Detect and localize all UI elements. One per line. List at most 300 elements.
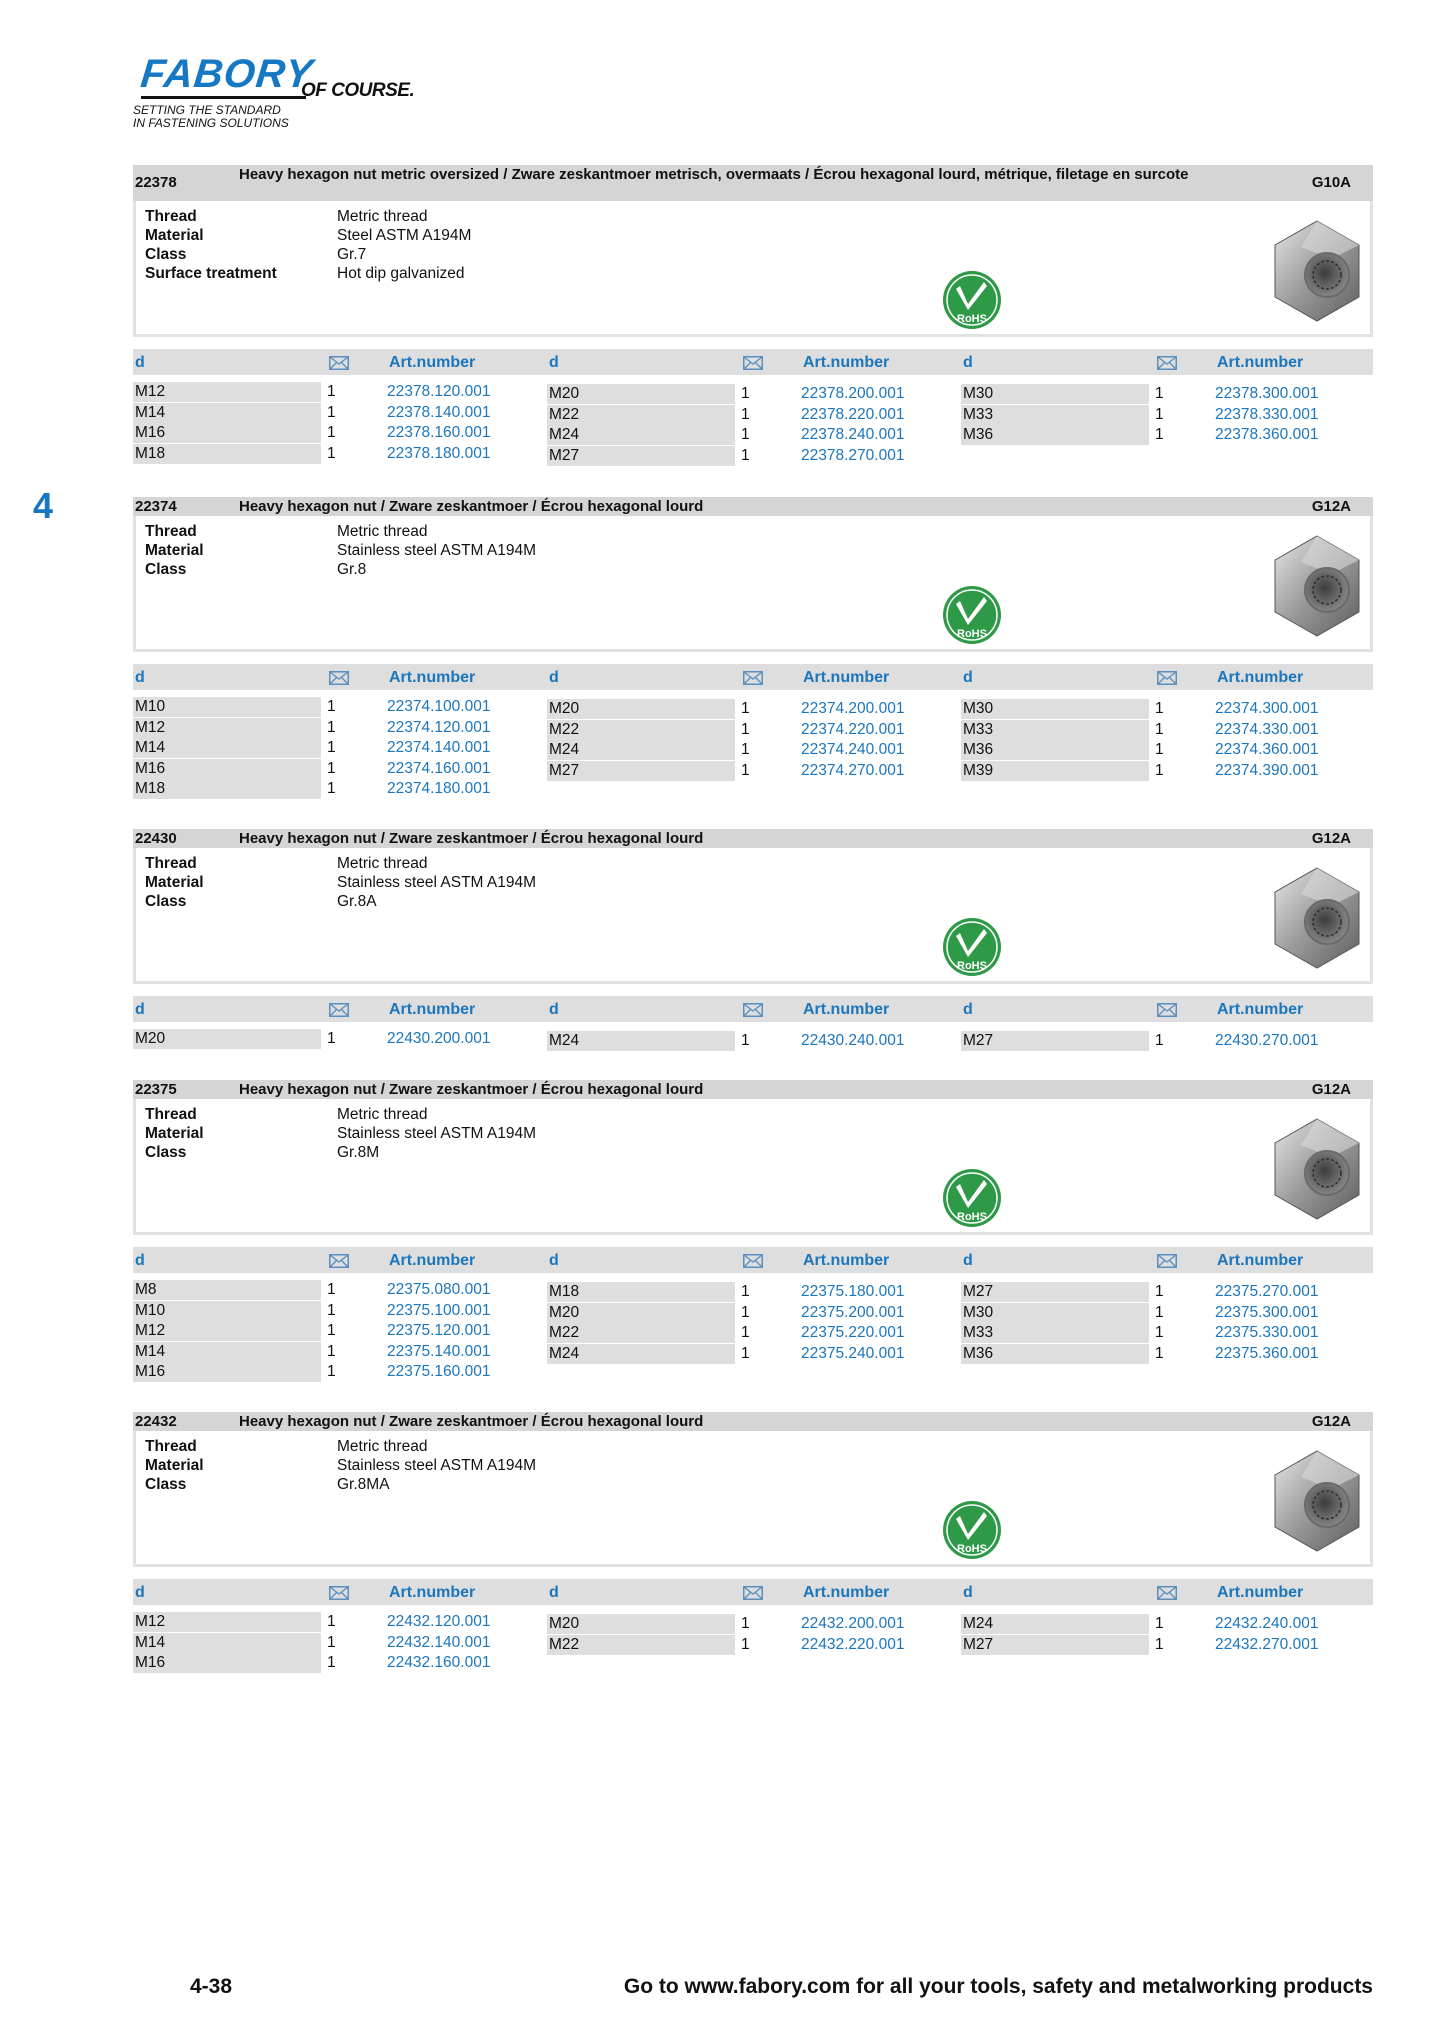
size-cell: M30: [961, 699, 1149, 719]
column-header-d: d: [549, 1252, 559, 1269]
rohs-badge-icon: [942, 1168, 1002, 1228]
spec-value: Gr.8M: [337, 1144, 380, 1161]
envelope-icon: [329, 1254, 349, 1268]
product-grade: G12A: [1311, 830, 1351, 847]
size-cell: M27: [961, 1635, 1149, 1655]
column-header-d: d: [135, 354, 145, 371]
spec-box: [133, 848, 1373, 984]
table-row: [547, 1344, 961, 1364]
table-row: [961, 384, 1375, 404]
footer-link-text[interactable]: Go to www.fabory.com for all your tools, safety and metalworking products: [623, 1975, 1373, 1998]
spec-label: Material: [145, 227, 204, 244]
table-row: [133, 697, 547, 717]
size-cell: M10: [133, 1301, 321, 1321]
article-number-link[interactable]: 22378.240.001: [801, 426, 905, 444]
spec-value: Gr.8MA: [337, 1476, 390, 1493]
product-code: 22432: [135, 1413, 177, 1430]
hex-nut-image: [1271, 1117, 1363, 1221]
table-row: [547, 1614, 961, 1634]
table-row: [133, 1301, 547, 1321]
rohs-badge-icon: [942, 917, 1002, 977]
size-cell: M12: [133, 382, 321, 402]
column-header-d: d: [135, 1252, 145, 1269]
table-row: [961, 1635, 1375, 1655]
spec-value: Metric thread: [337, 855, 428, 872]
size-cell: M22: [547, 720, 735, 740]
spec-value: Gr.8A: [337, 893, 377, 910]
article-number-link[interactable]: 22432.220.001: [801, 1635, 905, 1653]
spec-label: Thread: [145, 1438, 197, 1455]
article-number-link[interactable]: 22375.220.001: [801, 1324, 905, 1342]
quantity-cell: 1: [1155, 1635, 1164, 1653]
rohs-label: RoHS: [957, 1211, 987, 1223]
table-row: [961, 1303, 1375, 1323]
spec-box: [133, 201, 1373, 337]
spec-box: [133, 1431, 1373, 1567]
spec-value: Stainless steel ASTM A194M: [337, 1125, 537, 1142]
article-number-link[interactable]: 22375.120.001: [387, 1322, 491, 1340]
spec-label: Material: [145, 1125, 204, 1142]
size-cell: M27: [547, 446, 735, 466]
spec-value: Stainless steel ASTM A194M: [337, 874, 537, 891]
size-cell: M24: [547, 425, 735, 445]
quantity-cell: 1: [741, 741, 750, 759]
envelope-icon: [743, 1586, 763, 1600]
article-number-link[interactable]: 22378.160.001: [387, 424, 491, 442]
quantity-cell: 1: [1155, 1303, 1164, 1321]
article-number-link[interactable]: 22378.180.001: [387, 444, 491, 462]
spec-label: Thread: [145, 523, 197, 540]
article-number-link[interactable]: 22375.080.001: [387, 1281, 491, 1298]
size-cell: M20: [133, 1029, 321, 1049]
spec-label: Material: [145, 542, 204, 559]
size-cell: M14: [133, 1342, 321, 1362]
article-number-link[interactable]: 22375.140.001: [387, 1342, 491, 1360]
table-row: [547, 1323, 961, 1343]
table-row: [133, 1633, 547, 1653]
quantity-cell: 1: [741, 446, 750, 464]
article-number-link[interactable]: 22430.240.001: [801, 1032, 905, 1049]
column-header-art-number: Art.number: [803, 669, 890, 686]
size-cell: M18: [547, 1282, 735, 1302]
article-number-link[interactable]: 22374.140.001: [387, 739, 491, 757]
quantity-cell: 1: [327, 444, 336, 462]
spec-box: [133, 1099, 1373, 1235]
spec-value: Gr.7: [337, 246, 367, 263]
quantity-cell: 1: [741, 385, 750, 402]
size-cell: M14: [133, 403, 321, 423]
size-cell: M16: [133, 1362, 321, 1382]
column-header-art-number: Art.number: [1217, 669, 1304, 686]
article-number-link[interactable]: 22374.120.001: [387, 718, 491, 736]
quantity-cell: 1: [327, 759, 336, 777]
quantity-cell: 1: [1155, 741, 1164, 759]
table-header: [133, 664, 1373, 690]
article-number-link[interactable]: 22375.360.001: [1215, 1344, 1319, 1362]
product-title: Heavy hexagon nut / Zware zeskantmoer / Écrou hexagonal lourd: [239, 830, 704, 847]
article-number-link[interactable]: 22378.360.001: [1215, 426, 1319, 444]
product-section-22432: [133, 1412, 1373, 1674]
table-body: [133, 697, 1373, 800]
section-header: [133, 1412, 1373, 1431]
table-row: [547, 446, 961, 466]
article-number-link[interactable]: 22374.360.001: [1215, 741, 1319, 759]
article-number-link[interactable]: 22378.140.001: [387, 403, 491, 421]
quantity-cell: 1: [741, 1032, 750, 1049]
column-header-art-number: Art.number: [1217, 1252, 1304, 1269]
article-number-link[interactable]: 22378.200.001: [801, 385, 905, 402]
table-header: [133, 1579, 1373, 1605]
table-row: [961, 425, 1375, 445]
spec-label: Class: [145, 561, 187, 578]
table-row: [961, 405, 1375, 425]
quantity-cell: 1: [327, 383, 336, 400]
table-row: [961, 740, 1375, 760]
table-row: [133, 1280, 547, 1300]
article-number-link[interactable]: 22378.330.001: [1215, 405, 1319, 423]
article-number-link[interactable]: 22432.270.001: [1215, 1635, 1319, 1653]
rohs-badge-icon: [942, 270, 1002, 330]
quantity-cell: 1: [1155, 1615, 1164, 1632]
column-header-art-number: Art.number: [389, 354, 476, 371]
quantity-cell: 1: [741, 720, 750, 738]
column-header-d: d: [549, 669, 559, 686]
size-cell: M12: [133, 1321, 321, 1341]
table-row: [547, 384, 961, 404]
article-number-link[interactable]: 22378.120.001: [387, 383, 491, 400]
chapter-number: 4: [33, 485, 54, 526]
product-section-22375: [133, 1080, 1373, 1383]
table-row: [133, 779, 547, 799]
size-cell: M36: [961, 425, 1149, 445]
table-row: [133, 759, 547, 779]
table-header: [133, 1247, 1373, 1273]
size-cell: M36: [961, 740, 1149, 760]
article-number-link[interactable]: 22430.270.001: [1215, 1032, 1319, 1049]
quantity-cell: 1: [327, 1633, 336, 1651]
product-code: 22430: [135, 830, 177, 847]
article-number-link[interactable]: 22374.270.001: [801, 761, 905, 779]
spec-value: Metric thread: [337, 1438, 428, 1455]
section-header: [133, 165, 1373, 201]
size-cell: M27: [961, 1031, 1149, 1051]
article-number-link[interactable]: 22432.120.001: [387, 1613, 491, 1630]
spec-box: [133, 516, 1373, 652]
product-grade: G12A: [1311, 498, 1351, 515]
article-number-link[interactable]: 22374.300.001: [1215, 700, 1319, 717]
table-row: [547, 1303, 961, 1323]
table-row: [133, 718, 547, 738]
quantity-cell: 1: [741, 1344, 750, 1362]
product-section-22374: [133, 497, 1373, 800]
size-cell: M33: [961, 720, 1149, 740]
size-cell: M24: [547, 740, 735, 760]
size-cell: M22: [547, 1323, 735, 1343]
article-number-link[interactable]: 22375.200.001: [801, 1303, 905, 1321]
quantity-cell: 1: [741, 1303, 750, 1321]
article-number-link[interactable]: 22374.330.001: [1215, 720, 1319, 738]
brand-underline: [141, 96, 306, 99]
column-header-art-number: Art.number: [803, 1252, 890, 1269]
article-number-link[interactable]: 22374.100.001: [387, 698, 491, 715]
size-cell: M39: [961, 761, 1149, 781]
quantity-cell: 1: [741, 761, 750, 779]
spec-value: Stainless steel ASTM A194M: [337, 1457, 537, 1474]
column-header-d: d: [135, 1584, 145, 1601]
table-row: [547, 425, 961, 445]
spec-label: Class: [145, 1476, 187, 1493]
size-cell: M24: [547, 1031, 735, 1051]
product-section-22430: [133, 829, 1373, 1050]
column-header-d: d: [549, 1584, 559, 1601]
table-row: [547, 1282, 961, 1302]
quantity-cell: 1: [1155, 1344, 1164, 1362]
article-number-link[interactable]: 22374.200.001: [801, 700, 905, 717]
size-cell: M20: [547, 1303, 735, 1323]
envelope-icon: [1157, 356, 1177, 370]
size-cell: M33: [961, 405, 1149, 425]
table-row: [961, 1031, 1375, 1051]
article-number-link[interactable]: 22374.240.001: [801, 741, 905, 759]
column-header-art-number: Art.number: [389, 1001, 476, 1018]
column-header-d: d: [963, 1584, 973, 1601]
envelope-icon: [743, 356, 763, 370]
quantity-cell: 1: [327, 1301, 336, 1319]
article-number-link[interactable]: 22374.160.001: [387, 759, 491, 777]
envelope-icon: [743, 671, 763, 685]
rohs-badge-icon: [942, 1500, 1002, 1560]
spec-value: Gr.8: [337, 561, 367, 578]
size-cell: M12: [133, 1612, 321, 1632]
page-number: 4-38: [190, 1975, 233, 1998]
quantity-cell: 1: [327, 780, 336, 798]
article-number-link[interactable]: 22374.220.001: [801, 720, 905, 738]
product-title: Heavy hexagon nut / Zware zeskantmoer / Écrou hexagonal lourd: [239, 1081, 704, 1098]
brand-tagline: [133, 104, 333, 130]
column-header-d: d: [135, 669, 145, 686]
quantity-cell: 1: [741, 405, 750, 423]
table-row: [547, 720, 961, 740]
table-row: [133, 1653, 547, 1673]
size-cell: M14: [133, 738, 321, 758]
quantity-cell: 1: [327, 1322, 336, 1340]
article-number-link[interactable]: 22374.390.001: [1215, 761, 1319, 779]
table-row: [547, 405, 961, 425]
table-row: [133, 1029, 547, 1049]
envelope-icon: [1157, 1586, 1177, 1600]
spec-value: Metric thread: [337, 523, 428, 540]
spec-label: Material: [145, 874, 204, 891]
quantity-cell: 1: [1155, 426, 1164, 444]
size-cell: M27: [547, 761, 735, 781]
article-number-link[interactable]: 22375.160.001: [387, 1363, 491, 1381]
quantity-cell: 1: [1155, 1283, 1164, 1300]
brand-slogan: OF COURSE.: [301, 80, 415, 101]
envelope-icon: [743, 1254, 763, 1268]
quantity-cell: 1: [327, 424, 336, 442]
article-number-link[interactable]: 22378.220.001: [801, 405, 905, 423]
quantity-cell: 1: [1155, 405, 1164, 423]
column-header-d: d: [549, 1001, 559, 1018]
envelope-icon: [329, 1586, 349, 1600]
brand-name: FABORY: [138, 52, 316, 96]
article-number-link[interactable]: 22432.140.001: [387, 1633, 491, 1651]
hex-nut-image: [1271, 866, 1363, 970]
spec-value: Steel ASTM A194M: [337, 227, 472, 244]
column-header-art-number: Art.number: [803, 1584, 890, 1601]
spec-label: Surface treatment: [145, 265, 277, 282]
column-header-art-number: Art.number: [1217, 1584, 1304, 1601]
column-header-d: d: [963, 1001, 973, 1018]
article-number-link[interactable]: 22375.300.001: [1215, 1303, 1319, 1321]
envelope-icon: [1157, 1003, 1177, 1017]
product-title: Heavy hexagon nut / Zware zeskantmoer / Écrou hexagonal lourd: [239, 1413, 704, 1430]
table-body: [133, 1029, 1373, 1050]
quantity-cell: 1: [1155, 1324, 1164, 1342]
brand-tagline-line-2: IN FASTENING SOLUTIONS: [133, 116, 289, 130]
article-number-link[interactable]: 22378.300.001: [1215, 385, 1319, 402]
column-header-art-number: Art.number: [803, 1001, 890, 1018]
table-header: [133, 349, 1373, 375]
size-cell: M20: [547, 384, 735, 404]
quantity-cell: 1: [741, 1324, 750, 1342]
column-header-art-number: Art.number: [389, 1252, 476, 1269]
rohs-label: RoHS: [957, 313, 987, 325]
section-header: [133, 829, 1373, 848]
table-row: [133, 1342, 547, 1362]
quantity-cell: 1: [327, 698, 336, 715]
rohs-label: RoHS: [957, 628, 987, 640]
column-header-art-number: Art.number: [1217, 1001, 1304, 1018]
spec-value: Metric thread: [337, 1106, 428, 1123]
quantity-cell: 1: [327, 1030, 336, 1047]
spec-value: Hot dip galvanized: [337, 265, 465, 282]
size-cell: M27: [961, 1282, 1149, 1302]
size-cell: M24: [547, 1344, 735, 1364]
quantity-cell: 1: [327, 403, 336, 421]
table-row: [133, 738, 547, 758]
size-cell: M8: [133, 1280, 321, 1300]
brand-tagline-line-1: SETTING THE STANDARD: [133, 103, 281, 117]
table-row: [547, 740, 961, 760]
section-header: [133, 1080, 1373, 1099]
product-grade: G12A: [1311, 1413, 1351, 1430]
size-cell: M33: [961, 1323, 1149, 1343]
size-cell: M16: [133, 759, 321, 779]
table-row: [547, 1635, 961, 1655]
quantity-cell: 1: [327, 1654, 336, 1672]
size-cell: M12: [133, 718, 321, 738]
quantity-cell: 1: [1155, 720, 1164, 738]
spec-label: Class: [145, 893, 187, 910]
table-row: [961, 1323, 1375, 1343]
quantity-cell: 1: [741, 1615, 750, 1632]
quantity-cell: 1: [327, 1281, 336, 1298]
column-header-art-number: Art.number: [389, 1584, 476, 1601]
size-cell: M20: [547, 1614, 735, 1634]
quantity-cell: 1: [1155, 700, 1164, 717]
envelope-icon: [1157, 1254, 1177, 1268]
spec-value: Metric thread: [337, 208, 428, 225]
article-number-link[interactable]: 22375.330.001: [1215, 1324, 1319, 1342]
table-row: [133, 1321, 547, 1341]
table-row: [133, 1362, 547, 1382]
size-cell: M22: [547, 405, 735, 425]
article-number-link[interactable]: 22375.240.001: [801, 1344, 905, 1362]
quantity-cell: 1: [741, 1283, 750, 1300]
quantity-cell: 1: [327, 1363, 336, 1381]
table-row: [961, 720, 1375, 740]
quantity-cell: 1: [327, 1342, 336, 1360]
article-number-link[interactable]: 22375.270.001: [1215, 1283, 1319, 1300]
article-number-link[interactable]: 22378.270.001: [801, 446, 905, 464]
quantity-cell: 1: [1155, 385, 1164, 402]
table-row: [547, 699, 961, 719]
product-title: Heavy hexagon nut metric oversized / Zware zeskantmoer metrisch, overmaats / Écrou hexagonal lourd, métrique, filetage en surcote: [239, 166, 1189, 183]
envelope-icon: [1157, 671, 1177, 685]
table-row: [961, 761, 1375, 781]
spec-label: Thread: [145, 1106, 197, 1123]
size-cell: M30: [961, 384, 1149, 404]
table-row: [961, 699, 1375, 719]
fabory-logo: [133, 52, 433, 142]
column-header-d: d: [135, 1001, 145, 1018]
envelope-icon: [743, 1003, 763, 1017]
product-code: 22378: [135, 174, 177, 191]
article-number-link[interactable]: 22432.240.001: [1215, 1615, 1319, 1632]
spec-value: Stainless steel ASTM A194M: [337, 542, 537, 559]
table-header: [133, 996, 1373, 1022]
size-cell: M30: [961, 1303, 1149, 1323]
article-number-link[interactable]: 22432.200.001: [801, 1615, 905, 1632]
size-cell: M10: [133, 697, 321, 717]
table-row: [133, 382, 547, 402]
envelope-icon: [329, 356, 349, 370]
table-row: [961, 1344, 1375, 1364]
spec-label: Thread: [145, 208, 197, 225]
quantity-cell: 1: [741, 700, 750, 717]
spec-label: Thread: [145, 855, 197, 872]
table-body: [133, 1280, 1373, 1383]
article-number-link[interactable]: 22432.160.001: [387, 1654, 491, 1672]
product-code: 22375: [135, 1081, 177, 1098]
size-cell: M36: [961, 1344, 1149, 1364]
article-number-link[interactable]: 22375.180.001: [801, 1283, 905, 1300]
rohs-label: RoHS: [957, 960, 987, 972]
article-number-link[interactable]: 22374.180.001: [387, 780, 491, 798]
column-header-d: d: [963, 354, 973, 371]
table-row: [133, 444, 547, 464]
product-section-22378: [133, 165, 1373, 464]
table-row: [547, 761, 961, 781]
size-cell: M18: [133, 444, 321, 464]
product-code: 22374: [135, 498, 177, 515]
size-cell: M16: [133, 423, 321, 443]
quantity-cell: 1: [327, 739, 336, 757]
section-header: [133, 497, 1373, 516]
column-header-d: d: [963, 1252, 973, 1269]
spec-label: Class: [145, 246, 187, 263]
table-row: [961, 1282, 1375, 1302]
product-title: Heavy hexagon nut / Zware zeskantmoer / Écrou hexagonal lourd: [239, 498, 704, 515]
column-header-d: d: [549, 354, 559, 371]
product-grade: G10A: [1311, 174, 1351, 191]
article-number-link[interactable]: 22430.200.001: [387, 1030, 491, 1047]
quantity-cell: 1: [1155, 1032, 1164, 1049]
article-number-link[interactable]: 22375.100.001: [387, 1301, 491, 1319]
table-row: [547, 1031, 961, 1051]
column-header-d: d: [963, 669, 973, 686]
